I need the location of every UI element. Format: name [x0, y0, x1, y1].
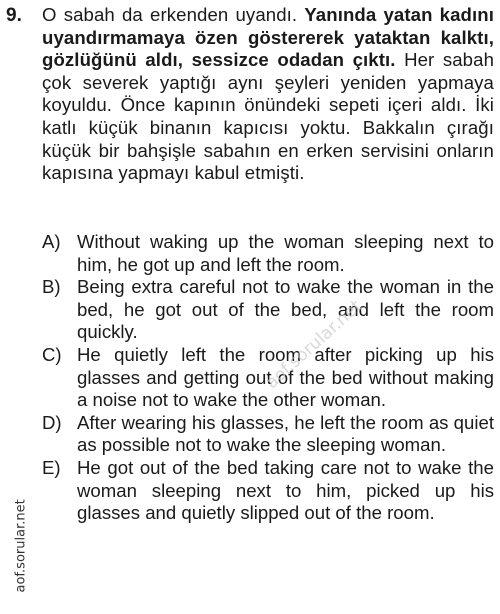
option-e[interactable]: [42, 457, 494, 525]
option-text: Being extra careful not to wake the woman in the bed, he got out of the bed, and left the room quickly.: [77, 276, 494, 343]
question-number: 9.: [6, 5, 22, 26]
option-letter: B): [42, 276, 61, 298]
option-text: Without waking up the woman sleeping next to him, he got up and left the room.: [77, 231, 494, 275]
option-text: He quietly left the room after picking up his glasses and getting out of the bed without making a noise not to wake the other woman.: [77, 343, 494, 411]
stem-text-rest: Her sabah çok severek yaptığı aynı şeyleri yeniden yapmaya koyuldu. Önce kapının önündeki sepeti içeri aldı. İki katlı küçük binanın kapıcısı yoktu. Bakkalın çırağı küçük bir bahşişle sabahın en erken servisini onların kapısına yapmayı kabul etmişti.: [42, 49, 495, 184]
option-letter: E): [42, 456, 61, 478]
option-c[interactable]: [42, 344, 494, 412]
option-text: He got out of the bed taking care not to wake the woman sleeping next to him, picked up his glasses and quietly slipped out of the room.: [77, 456, 494, 524]
diagonal-watermark: aof.sorular.net: [262, 296, 366, 393]
stem-text-bold: Yanında yatan kadını uyandırmamaya özen göstererek yataktan kalktı, gözlüğünü aldı, sessizce odadan çıktı.: [42, 4, 494, 71]
option-letter: A): [42, 231, 61, 252]
side-watermark: aof.sorular.net: [13, 499, 29, 593]
answer-options: [42, 231, 494, 525]
option-text: After wearing his glasses, he left the room as quiet as possible not to wake the sleeping woman.: [77, 411, 494, 456]
option-d[interactable]: [42, 412, 494, 457]
option-letter: C): [42, 343, 62, 365]
option-a[interactable]: [42, 231, 494, 276]
question-stem: [42, 4, 494, 185]
option-b[interactable]: [42, 276, 494, 344]
option-letter: D): [42, 411, 62, 433]
stem-text-intro: O sabah da erkenden uyandı.: [42, 4, 305, 25]
